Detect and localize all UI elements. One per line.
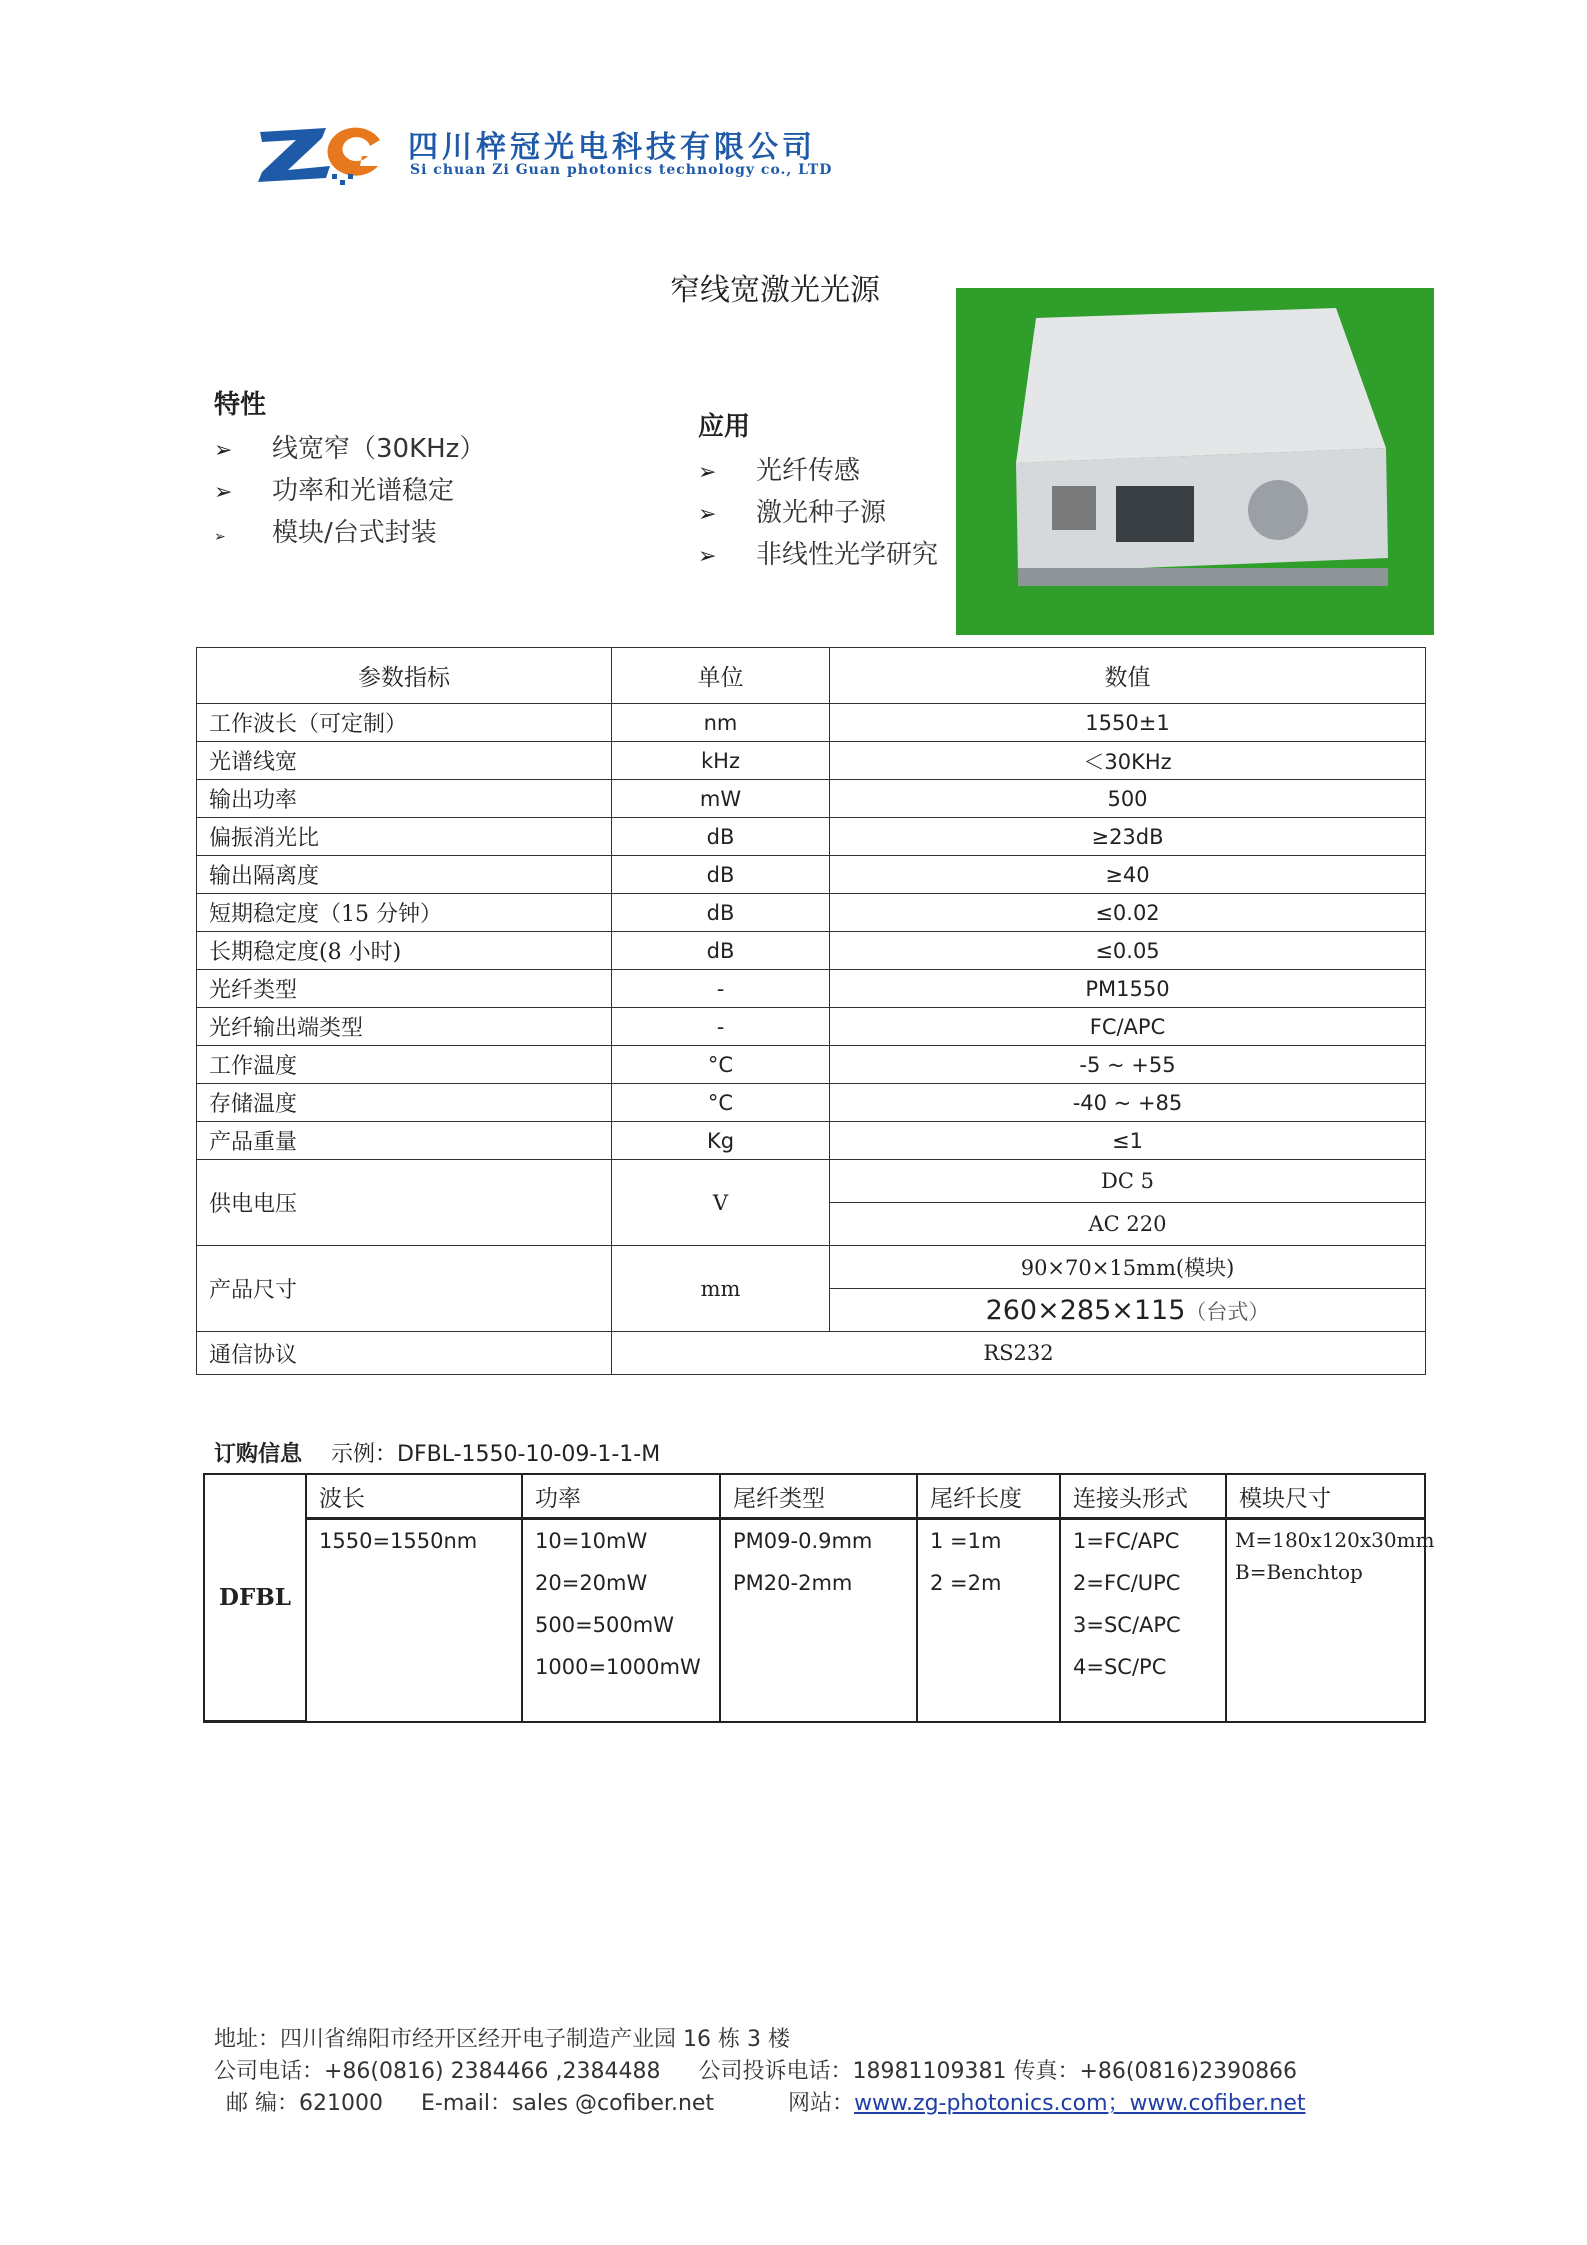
order-heading: 订购信息 示例：DFBL-1550-10-09-1-1-M — [214, 1441, 661, 1467]
power-supply-ac: AC 220 — [830, 1203, 1426, 1246]
table-row: 存储温度 °C -40 ~ +85 — [197, 1084, 1426, 1122]
size-label: 产品尺寸 — [197, 1246, 612, 1332]
table-row: 工作温度 °C -5 ~ +55 — [197, 1046, 1426, 1084]
footer-contact: 邮 编：621000 E-mail：sales @cofiber.net 网站：www.zg-photonics.com；www.cofiber.net — [226, 2091, 1306, 2116]
table-row: 光纤类型 - PM1550 — [197, 970, 1426, 1008]
fiber-length-options: 1 =1m 2 =2m — [917, 1519, 1060, 1722]
company-name-cn: 四川梓冠光电科技有限公司 — [408, 130, 816, 165]
wavelength-options: 1550=1550nm — [306, 1519, 522, 1722]
order-header-row: DFBL 波长 功率 尾纤类型 尾纤长度 连接头形式 模块尺寸 — [204, 1474, 1425, 1519]
table-row — [197, 1332, 1426, 1375]
power-supply-dc: DC 5 — [830, 1160, 1426, 1203]
table-row — [197, 1246, 1426, 1289]
footer-phone: 公司电话：+86(0816) 2384466 ,2384488 公司投诉电话：18981109381 传真：+86(0816)2390866 — [214, 2059, 1298, 2084]
table-row: 光谱线宽 kHz ＜30KHz — [197, 742, 1426, 780]
order-example: DFBL-1550-10-09-1-1-M — [397, 1442, 661, 1467]
protocol-label: 通信协议 — [197, 1332, 612, 1375]
product-photo — [956, 288, 1434, 635]
application-item: ➢ 非线性光学研究 — [698, 540, 939, 570]
spec-header-unit: 单位 — [612, 648, 830, 704]
table-row: 短期稳定度（15 分钟） dB ≤0.02 — [197, 894, 1426, 932]
benchtop-laser-device-icon — [956, 288, 1434, 635]
table-row: 工作波长（可定制） nm 1550±1 — [197, 704, 1426, 742]
order-options-row — [204, 1519, 1425, 1722]
page-title: 窄线宽激光光源 — [670, 273, 880, 308]
arrow-bullet-icon: ➢ — [698, 544, 717, 569]
features-heading: 特性 — [214, 390, 267, 420]
module-size-options: M=180x120x30mm B=Benchtop — [1226, 1519, 1425, 1722]
power-options: 10=10mW 20=20mW 500=500mW 1000=1000mW — [522, 1519, 720, 1722]
table-row: 产品重量 Kg ≤1 — [197, 1122, 1426, 1160]
connector-options: 1=FC/APC 2=FC/UPC 3=SC/APC 4=SC/PC — [1060, 1519, 1226, 1722]
table-row: 输出功率 mW 500 — [197, 780, 1426, 818]
power-supply-unit: V — [612, 1160, 830, 1246]
website-link[interactable]: www.zg-photonics.com；www.cofiber.net — [854, 2091, 1306, 2116]
company-logo-icon — [248, 118, 398, 190]
table-row: 输出隔离度 dB ≥40 — [197, 856, 1426, 894]
company-name-en: Si chuan Zi Guan photonics technology co., LTD — [410, 162, 833, 178]
applications-heading: 应用 — [698, 412, 751, 442]
feature-item: ➢ 线宽窄（30KHz） — [214, 434, 486, 464]
table-row: 偏振消光比 dB ≥23dB — [197, 818, 1426, 856]
size-unit: mm — [612, 1246, 830, 1332]
feature-item: ➢ 功率和光谱稳定 — [214, 476, 455, 506]
application-item: ➢ 激光种子源 — [698, 498, 887, 528]
footer-address: 地址：四川省绵阳市经开区经开电子制造产业园 16 栋 3 楼 — [214, 2027, 790, 2052]
spec-header-param: 参数指标 — [197, 648, 612, 704]
fiber-type-options: PM09-0.9mm PM20-2mm — [720, 1519, 917, 1722]
arrow-bullet-icon: ➢ — [698, 502, 717, 527]
table-row — [197, 1160, 1426, 1203]
spec-table — [196, 647, 1426, 1375]
arrow-bullet-icon: ➢ — [698, 460, 717, 485]
application-item: ➢ 光纤传感 — [698, 456, 861, 486]
spec-header-row — [197, 648, 1426, 704]
size-module: 90×70×15mm(模块) — [830, 1246, 1426, 1289]
order-model: DFBL — [204, 1474, 306, 1722]
order-table — [203, 1473, 1435, 1723]
size-benchtop: 260×285×115（台式） — [830, 1289, 1426, 1332]
arrow-bullet-icon: ➢ — [214, 480, 233, 505]
protocol-value: RS232 — [612, 1332, 1426, 1375]
power-supply-label: 供电电压 — [197, 1160, 612, 1246]
table-row: 光纤输出端类型 - FC/APC — [197, 1008, 1426, 1046]
feature-item: ➢ 模块/台式封装 — [214, 518, 437, 548]
spec-header-value: 数值 — [830, 648, 1426, 704]
table-row: 长期稳定度(8 小时) dB ≤0.05 — [197, 932, 1426, 970]
arrow-bullet-icon: ➢ — [214, 438, 233, 463]
small-arrow-bullet-icon: ➢ — [214, 529, 226, 545]
